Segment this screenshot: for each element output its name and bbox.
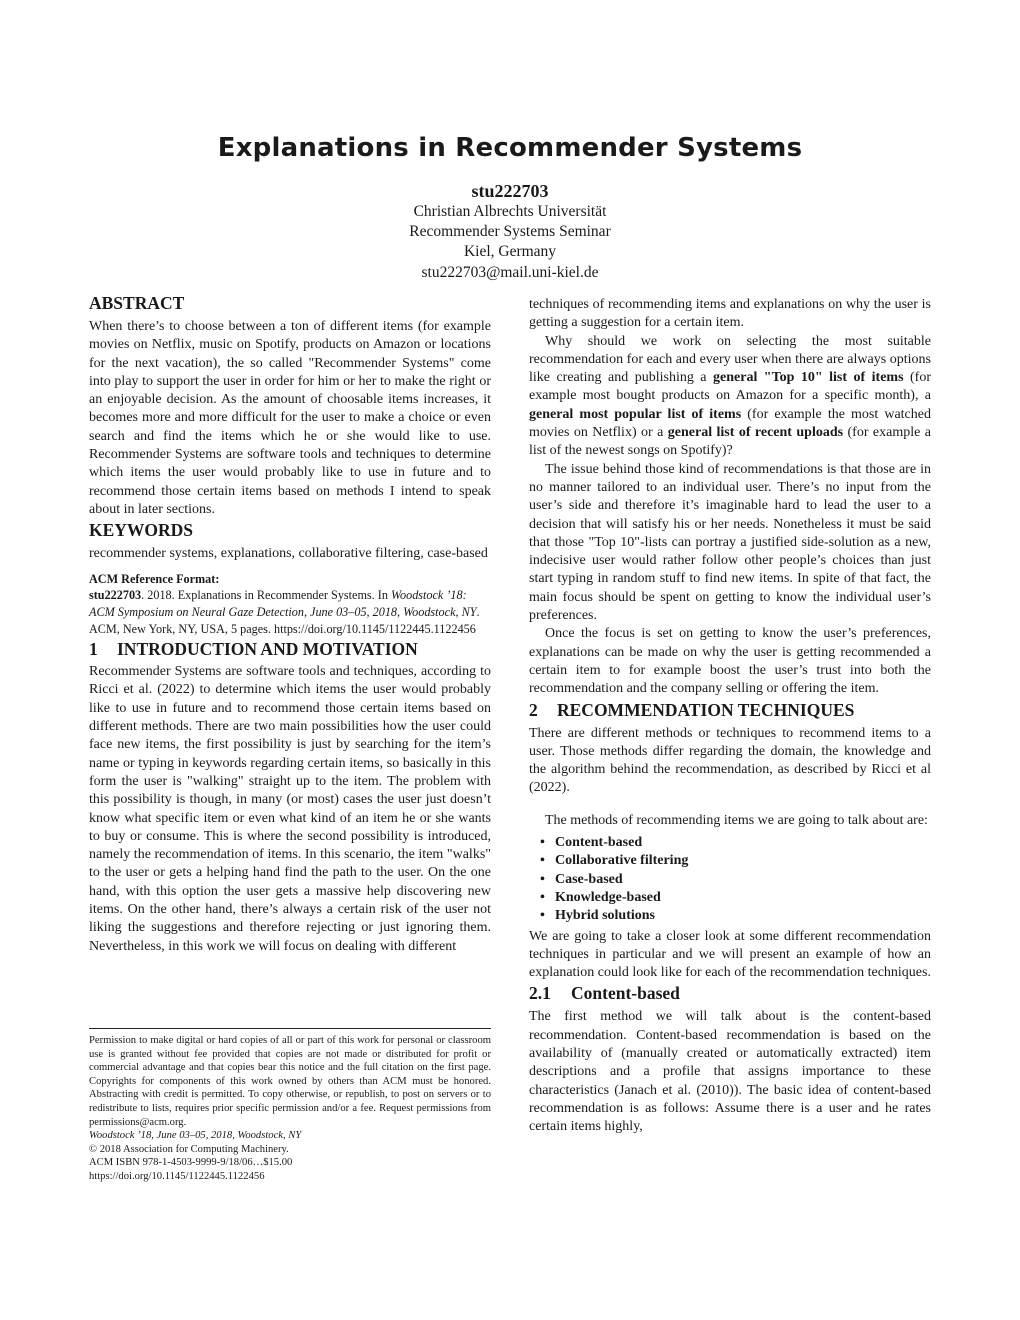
acm-reference-pre: . 2018. Explanations in Recommender Systems. In	[141, 587, 391, 602]
acm-reference-author: stu222703	[89, 587, 142, 602]
para-2-bold-recent: general list of recent uploads	[667, 425, 844, 441]
para-2-text-e: (for example a list of the newest songs on Spotify)?	[529, 425, 931, 459]
section-2-para-3: We are going to take a closer look at some different recommendation techniques in particular and we will present an example of how an explanation could look like for each of the recommendation techniques.	[529, 928, 931, 981]
section-2-number: 2	[529, 699, 538, 720]
acm-reference-heading: ACM Reference Format:	[89, 571, 220, 586]
acm-reference-text	[89, 587, 491, 639]
list-item: • Content-based	[555, 834, 931, 852]
author-block	[0, 180, 1020, 283]
section-2-title: RECOMMENDATION TECHNIQUES	[557, 699, 855, 720]
author-location: Kiel, Germany	[463, 243, 557, 261]
section-2-heading	[529, 699, 931, 721]
left-column	[89, 292, 491, 956]
author-department: Recommender Systems Seminar	[409, 223, 611, 241]
section-1-para-4: Once the focus is set on getting to know the user’s preferences, explanations can be made on why the user is getting recommended a certain item to for example boost the user’s trust into both the recommendation and the company selling or offering the item.	[529, 626, 931, 697]
footnote-copyright: © 2018 Association for Computing Machinery.	[89, 1143, 289, 1155]
footnote-doi[interactable]: https://doi.org/10.1145/1122445.1122456	[89, 1170, 265, 1182]
footnote-venue: Woodstock ’18, June 03–05, 2018, Woodstock, NY	[89, 1130, 302, 1142]
section-1-para-1: Recommender Systems are software tools and techniques, according to Ricci et al. (2022) to determine which items the user would probably like to use in future and to recommend those certain items based on different methods. There are two main possibilities how the user could face new items, the first possibility is just by searching for the item’s name or typing in keywords regarding certain items, so basically in this form the user is "walking" straight up to the item. The problem with this possibility is though, in many (or most) cases the user just doesn’t know what specific item or even what kind of an item he or she wants to buy or consume. This is where the second possibility is introduced, namely the recommendation of items. In this scenario, the item "walks" to the user or gets a helping hand find the path to the user. On the one hand, with this option the user gets a massive help discovering new items. On the other hand, there’s always a certain risk of the user not liking the suggestions and therefore rejecting or just ignoring them. Nevertheless, in this work we will focus on dealing with different	[89, 664, 491, 954]
section-2-1-para-1: The first method we will talk about is the content-based recommendation. Content-based recommendation is based on the availability of (manually created or automatically extracted) item descriptions and a profile that assigns importance to these characteristics (Janach et al. (2010)). The basic idea of content-based recommendation is as follows: Assume there is a user and he rates certain items highly,	[529, 1009, 931, 1135]
section-2-1-title: Content-based	[571, 983, 680, 1004]
section-1-number: 1	[89, 639, 98, 660]
section-2-para-2: The methods of recommending items we are going to talk about are:	[545, 812, 928, 828]
para-2-bold-popular: general most popular list of items	[529, 406, 742, 422]
para-2-text-d: (for example the most watched movies on Netflix) or a	[529, 406, 931, 441]
right-column	[529, 296, 931, 1136]
list-item: • Collaborative filtering	[555, 852, 931, 870]
abstract-heading: ABSTRACT	[89, 293, 185, 313]
section-1-para-3: The issue behind those kind of recommendations is that those are in no manner tailored to an individual user. There’s no input from the user’s side and therefore it’s imaginable hard to lead the user to a decision that will satisfy his or her needs. Nonetheless it must be said that those "Top 10"-lists can portray a justified side-solution as a new, indecisive user would rather follow other people’s choices than just start typing in random stuff to find new items. In spite of that fact, the main focus should be spent on getting to know the individual user’s preferences.	[529, 461, 931, 624]
author-affiliation: Christian Albrechts Universität	[413, 203, 607, 220]
author-email[interactable]: stu222703@mail.uni-kiel.de	[421, 263, 599, 281]
paper-title: Explanations in Recommender Systems	[217, 133, 803, 163]
author-name: stu222703	[471, 181, 549, 201]
footnote-isbn: ACM ISBN 978-1-4503-9999-9/18/06…$15.00	[89, 1157, 293, 1169]
para-2-bold-top10: general "Top 10" list of items	[713, 370, 904, 386]
para-2-text-c: (for example most bought products on Amazon for a specific month), a	[529, 370, 931, 404]
copyright-footnote	[89, 1028, 491, 1184]
section-1-para-2	[529, 333, 931, 461]
keywords-heading: KEYWORDS	[89, 520, 194, 541]
section-1-para-1-cont: techniques of recommending items and explanations on why the user is getting a suggestion for a certain item.	[529, 297, 931, 331]
methods-list	[555, 834, 931, 925]
keywords-text: recommender systems, explanations, collaborative filtering, case-based	[89, 546, 488, 562]
footnote-permission: Permission to make digital or hard copies of all or part of this work for personal or classroom use is granted without fee provided that copies are not made or distributed for profit or commercial advantage and that copies bear this notice and the full citation on the first page. Copyrights for components of this work owned by others than ACM must be honored. Abstracting with credit is permitted. To copy otherwise, or republish, to post on servers or to redistribute to lists, requires prior specific permission and/or a fee. Request permissions from permissions@acm.org.	[89, 1035, 491, 1128]
list-item: • Knowledge-based	[555, 889, 931, 907]
acm-reference-venue: Woodstock ’18: ACM Symposium on Neural Gaze Detection, June 03–05, 2018, Woodstock, NY	[89, 587, 477, 619]
section-2-1-heading	[529, 982, 931, 1004]
list-item: • Case-based	[555, 871, 931, 889]
section-1-heading	[89, 638, 491, 660]
para-2-text-a: Why should we work on selecting the most suitable recommendation for each and every user when there are always options like creating and publishing a	[529, 333, 931, 386]
section-2-para-1: There are different methods or techniques to recommend items to a user. Those methods differ regarding the domain, the knowledge and the algorithm behind the recommendation, as described by Ricci et al (2022).	[529, 725, 931, 796]
list-item: • Hybrid solutions	[555, 907, 931, 925]
section-1-title: INTRODUCTION AND MOTIVATION	[117, 639, 418, 660]
section-2-1-number: 2.1	[529, 983, 551, 1004]
acm-reference-post: . ACM, New York, NY, USA, 5 pages. https://doi.org/10.1145/1122445.1122456	[89, 604, 480, 636]
abstract-text: When there’s to choose between a ton of different items (for example movies on Netflix, music on Spotify, products on Amazon or locations for the next vacation), the so called "Recommender Systems" come into play to support the user in order for him or her to make the right or an enjoyable decision. As the amount of choosable items increases, it becomes more and more difficult for the user to make a choice or even search and find the items which he or she would like to use. Recommender Systems are software tools and techniques to determine which items the user would probably like to use in future and to recommend those certain items based on methods I intend to speak about in later sections.	[89, 319, 491, 517]
